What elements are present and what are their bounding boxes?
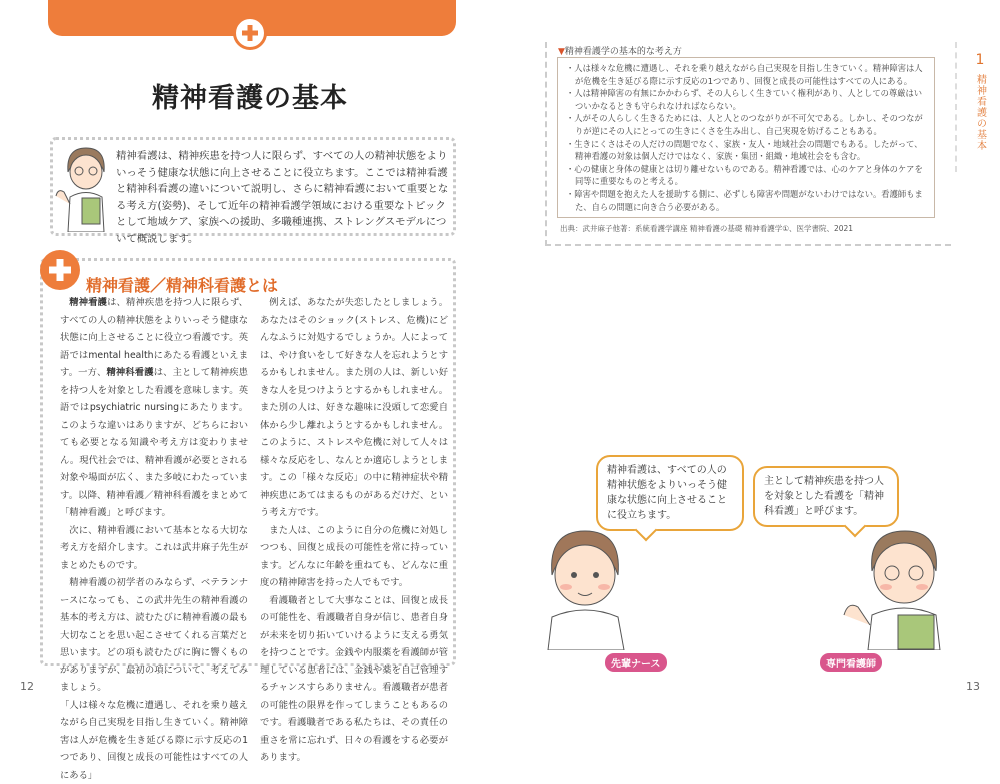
plus-icon — [40, 250, 80, 290]
divider — [955, 42, 957, 172]
triangle-icon: ▼ — [558, 47, 565, 57]
concept-wrapper — [557, 57, 935, 234]
chapter-number: 1 — [970, 52, 990, 68]
role-label: 専門看護師 — [820, 653, 882, 672]
list-item: ・障害や問題を抱えた人を援助する側に、必ずしも障害や問題がないわけではない。看護師もまた、自らの問題に向き合う必要がある。 — [566, 188, 926, 213]
paragraph: 精神看護は、精神疾患を持つ人に限らず、すべての人の精神状態をよりいっそう健康な状態に向上させることに役立つ看護です。英語ではmental healthにあたる看護といえます。一方、精神科看護は、主として精神疾患を持つ人を対象とした看護を意味します。英語ではpsychiatric nursingにあたります。このような違いはありますが、どちらにおいても必要となる知識や考え方は変わりません。現代社会では、精神看護が必要とされる対象や場面が広く、また多岐にわたっています。以降、精神看護／精神科看護をまとめて「精神看護」と呼びます。 — [60, 294, 248, 522]
column-2 — [260, 294, 448, 767]
source-citation: 出典：武井麻子他著：系統看護学講座 精神看護の基礎 精神看護学①、医学書院、2021 — [557, 223, 935, 234]
page-number: 12 — [20, 680, 34, 693]
list-item: ・生きにくさはその人だけの問題でなく、家族・友人・地域社会の問題でもある。したがって、精神看護の対象は個人だけではなく、家族・集団・組織・地域社会をも含む。 — [566, 138, 926, 163]
specialist-nurse-illustration — [840, 525, 950, 650]
paragraph: また人は、このように自分の危機に対処しつつも、回復と成長の可能性を常に持っています。どんなに年齢を重ねても、どんなに重度の精神障害を持った人でもです。 — [260, 522, 448, 592]
role-label: 先輩ナース — [605, 653, 667, 672]
concept-list — [557, 57, 935, 218]
page-title: 精神看護の基本 — [0, 76, 500, 115]
list-item: ・人は精神障害の有無にかかわらず、その人らしく生きていく権利があり、人としての尊厳はいついかなるときも守られなければならない。 — [566, 87, 926, 112]
list-item: ・心の健康と身体の健康とは切り離せないものである。精神看護では、心のケアと身体のケアを同等に重要なものと考える。 — [566, 163, 926, 188]
speech-bubble: 主として精神疾患を持つ人を対象とした看護を「精神科看護」と呼びます。 — [753, 466, 899, 527]
paragraph: 看護職者として大事なことは、回復と成長の可能性を、看護職者自身が信じ、患者自身が未来を切り拓いていけるように支える勇気を持つことです。金銭や内服薬を看護師が管理している患者には、金銭や薬を自己管理するチャンスすらありません。看護職者が患者の可能性の限界を作ってしまうこともあるのです。看護職者である私たちは、その責任の重さを常に忘れず、日々の看護をする必要があります。 — [260, 592, 448, 767]
senior-nurse-illustration — [540, 525, 630, 650]
paragraph: 「人は様々な危機に遭遇し、それを乗り越えながら自己実現を目指し生きていく。精神障害は人が危機を生き延びる際に示す反応の1つであり、回復と成長の可能性はすべての人にある」 — [60, 697, 248, 784]
speech-bubble: 精神看護は、すべての人の精神状態をよりいっそう健康な状態に向上させることに役立ちます。 — [596, 455, 744, 531]
column-1 — [60, 294, 248, 784]
paragraph: 精神看護の初学者のみならず、ベテランナースになっても、この武井先生の精神看護の基本的考え方は、読むたびに精神看護の最も大切なことを思い起こさせてくれる言葉だと思います。どの項も読むたびに胸に響くものがありますが、最初の項について、考えてみましょう。 — [60, 574, 248, 697]
chapter-tab — [970, 52, 990, 151]
intro-text: 精神看護は、精神疾患を持つ人に限らず、すべての人の精神状態をよりいっそう健康な状態に向上させることに役立ちます。ここでは精神看護と精神科看護の違いについて説明し、さらに精神看護において重要となる考え方(姿勢)、そして近年の精神看護学領域における重要なトピックとして地域ケア、家族への援助、多職種連携、ストレングスモデルについて概説します。 — [116, 148, 452, 247]
list-item: ・人がその人らしく生きるためには、人と人とのつながりが不可欠である。しかし、そのつながりが逆にその人にとっての生きにくさを生み出し、自己実現を妨げることもある。 — [566, 112, 926, 137]
chapter-title: 精神看護の基本 — [973, 74, 988, 151]
box-caption: ▼精神看護学の基本的な考え方 — [558, 44, 682, 57]
nurse-illustration — [54, 142, 114, 232]
list-item: ・人は様々な危機に遭遇し、それを乗り越えながら自己実現を目指し生きていく。精神障害は人が危機を生き延びる際に示す反応の1つであり、回復と成長の可能性はすべての人にある。 — [566, 62, 926, 87]
paragraph: 次に、精神看護において基本となる大切な考え方を紹介します。これは武井麻子先生がまとめたものです。 — [60, 522, 248, 575]
page-number: 13 — [966, 680, 980, 693]
section-heading: 精神看護／精神科看護とは — [86, 273, 278, 296]
plus-icon — [233, 16, 267, 50]
paragraph: 例えば、あなたが失恋したとしましょう。あなたはそのショック(ストレス、危機)にどんなふうに対処するでしょうか。人によっては、やけ食いをして好きな人を忘れようとするかもしれません。また別の人は、新しい好きな人を見つけようとするかもしれません。また別の人は、好きな趣味に没頭して恋愛自体から少し離れようとするかもしれません。このように、ストレスや危機に対して人々は様々な反応をし、なんとか適応しようとします。この「様々な反応」の中に精神症状や精神疾患にあてはまるものがあるだけだ、という考え方です。 — [260, 294, 448, 522]
